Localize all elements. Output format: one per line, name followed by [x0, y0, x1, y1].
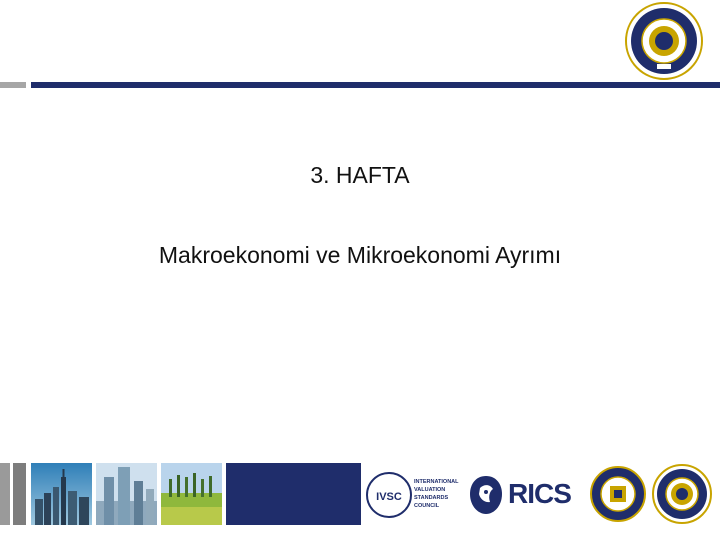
ivsc-wordmark [414, 478, 459, 510]
rics-lion-icon [466, 472, 506, 518]
ivsc-logo-icon [366, 470, 412, 520]
ivsc-line: VALUATION [414, 487, 446, 493]
green-field-photo [161, 463, 222, 525]
ankara-university-seal-icon [652, 464, 712, 524]
city-skyline-photo [31, 463, 92, 525]
footer-gray-accent-2 [13, 463, 26, 525]
header-gray-accent [0, 82, 26, 88]
ankara-university-seal-icon [625, 2, 703, 80]
slide-subtitle: Makroekonomi ve Mikroekonomi Ayrımı [158, 242, 562, 268]
rics-wordmark: RICS [508, 478, 571, 509]
slide-title: 3. HAFTA [310, 162, 410, 188]
footer-gray-accent [0, 463, 10, 525]
ivsc-line: STANDARDS [414, 495, 449, 501]
ivsc-line: COUNCIL [414, 503, 440, 509]
ivsc-mark: IVSC [376, 491, 402, 503]
glass-tower-photo [96, 463, 157, 525]
faculty-seal-icon [590, 464, 646, 524]
ivsc-line: INTERNATIONAL [414, 479, 459, 485]
header-navy-rule [31, 82, 720, 88]
